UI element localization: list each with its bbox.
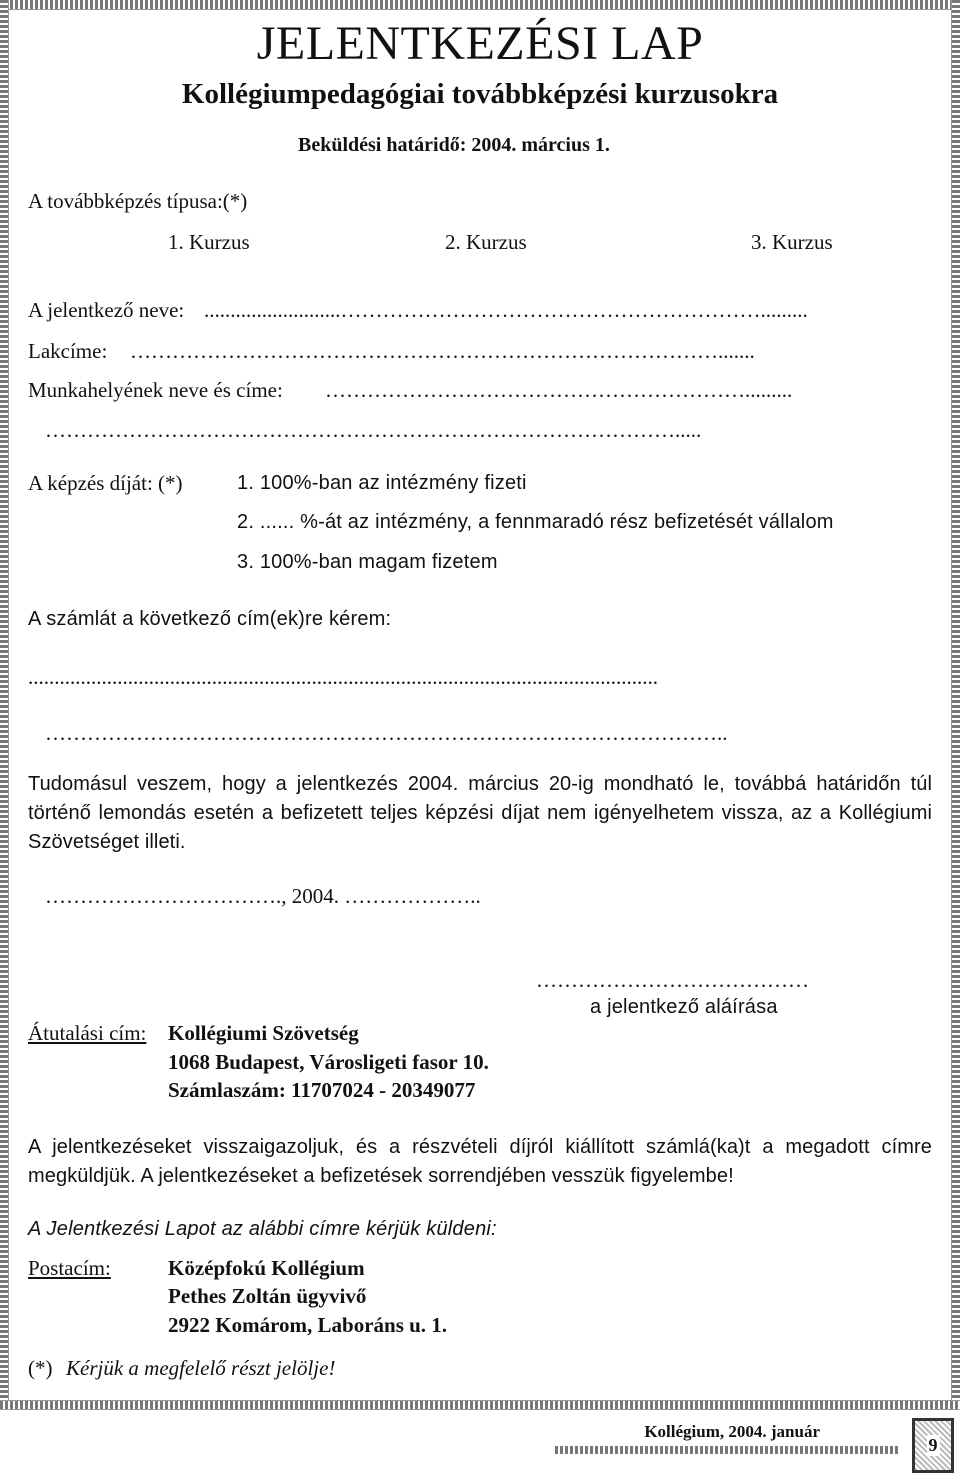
decorative-border-top (0, 0, 960, 10)
applicant-name-field[interactable]: ..........................……………………………………………………......... (204, 298, 808, 322)
training-option-2[interactable]: 2. Kurzus (445, 230, 527, 254)
postal-label: Postacím: (28, 1256, 111, 1280)
fee-option-3[interactable]: 3. 100%-ban magam fizetem (237, 551, 498, 573)
decorative-border-bottom (0, 1400, 960, 1410)
page-number-box (912, 1418, 954, 1473)
account-number: Számlaszám: 11707024 - 20349077 (168, 1078, 476, 1102)
page-number: 9 (928, 1435, 938, 1455)
invoice-address-field-line-2[interactable]: …………………………………………………………………………………….. (45, 721, 728, 745)
signature-label: a jelentkező aláírása (590, 996, 778, 1018)
address-label: Lakcíme: (28, 339, 108, 363)
page-title: JELENTKEZÉSI LAP (256, 17, 704, 70)
footnote-marker: (*) (28, 1356, 53, 1380)
send-to-instruction: A Jelentkezési Lapot az alábbi címre kérjük küldeni: (28, 1218, 497, 1240)
transfer-label: Átutalási cím: (28, 1021, 147, 1045)
fee-label: A képzés díját: (*) (28, 471, 183, 495)
decorative-border-left (0, 0, 9, 1400)
fee-option-1[interactable]: 1. 100%-ban az intézmény fizeti (237, 472, 527, 494)
decorative-border-right (951, 0, 960, 1400)
confirmation-text: A jelentkezéseket visszaigazoljuk, és a részvételi díjról kiállított számlá(ka)t a megadott címre megküldjük. A jelentkezéseket a befizetések sorrendjében vesszük figyelembe! (28, 1136, 932, 1187)
postal-line-2: Pethes Zoltán ügyvivő (168, 1284, 367, 1308)
acknowledgement-text: Tudomásul veszem, hogy a jelentkezés 2004. március 20-ig mondható le, továbbá határidőn túl történő lemondás esetén a befizetett teljes képzési díjat nem igényelhetem vissza, az a Kollégiumi Szövetséget illeti. (28, 773, 932, 853)
footer-text: Kollégium, 2004. január (644, 1422, 820, 1441)
page-subtitle: Kollégiumpedagógiai továbbképzési kurzusokra (181, 78, 779, 110)
address-field[interactable]: …………………………………………………………………………....... (130, 339, 755, 363)
workplace-field[interactable]: ……………………………………………………......... (325, 378, 793, 402)
workplace-field-line-2[interactable]: ………………………………………………………………………………..... (45, 418, 702, 442)
transfer-address: 1068 Budapest, Városligeti fasor 10. (168, 1050, 489, 1074)
applicant-name-label: A jelentkező neve: (28, 298, 185, 322)
deadline: Beküldési határidő: 2004. március 1. (298, 134, 610, 156)
invoice-address-field[interactable]: ........................................................................................................................ (28, 665, 658, 689)
invoice-address-label: A számlát a következő cím(ek)re kérem: (28, 608, 392, 630)
training-option-1[interactable]: 1. Kurzus (168, 230, 250, 254)
signature-line[interactable]: ………………………………… (536, 968, 809, 992)
training-type-label: A továbbképzés típusa:(*) (28, 189, 248, 213)
workplace-label: Munkahelyének neve és címe: (28, 378, 283, 402)
postal-line-3: 2922 Komárom, Laboráns u. 1. (168, 1313, 448, 1337)
transfer-name: Kollégiumi Szövetség (168, 1021, 359, 1045)
date-place-field[interactable]: ……………………………., 2004. ……………….. (45, 884, 481, 908)
postal-line-1: Középfokú Kollégium (168, 1256, 365, 1280)
footer-divider (555, 1446, 900, 1454)
fee-option-2[interactable]: 2. ...... %-át az intézmény, a fennmaradó rész befizetését vállalom (237, 511, 834, 533)
training-option-3[interactable]: 3. Kurzus (751, 230, 833, 254)
footnote-text: Kérjük a megfelelő részt jelölje! (66, 1356, 336, 1380)
